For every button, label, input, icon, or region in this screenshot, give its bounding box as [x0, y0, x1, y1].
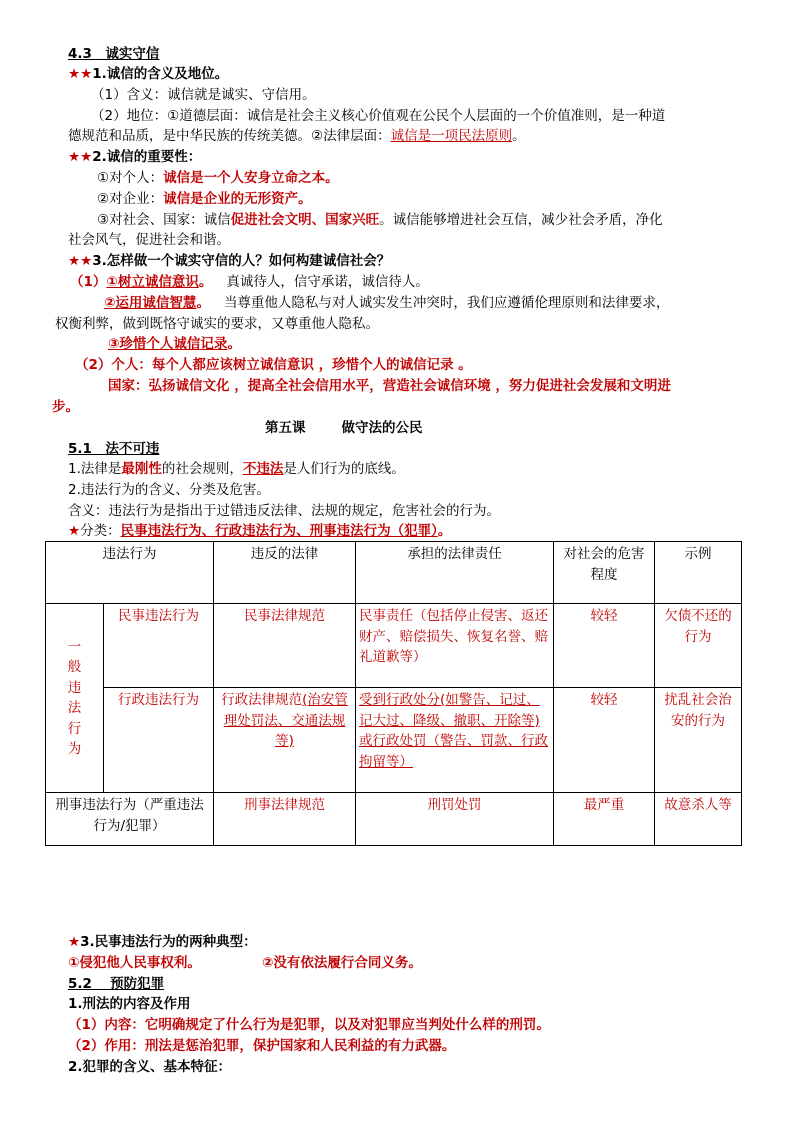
table-cell: 较轻 [554, 604, 655, 688]
definition-line: 含义：违法行为是指出于过错违反法律、法规的规定，危害社会的行为。 [68, 503, 500, 519]
criminal-law-heading: 1.刑法的内容及作用 [68, 996, 191, 1012]
table-cell: 受到行政处分(如警告、记过、记大过、降级、撤职、开除等)或行政处罚（警告、罚款、行政拘留等） [356, 688, 554, 793]
header-cell: 示例 [655, 542, 742, 604]
section-title-5-2: 5.2 预防犯罪 [68, 976, 165, 992]
heading-q2: ★★2.诚信的重要性： [68, 149, 202, 165]
law-line-2: 2.违法行为的含义、分类及危害。 [68, 482, 270, 498]
classification-line: ★分类：民事违法行为、行政违法行为、刑事违法行为（犯罪）。 [68, 523, 452, 539]
section-title-5-1: 5.1 法不可违 [68, 441, 160, 457]
importance-2: ②对企业：诚信是企业的无形资产。 [97, 191, 312, 207]
table-cell: 最严重 [554, 793, 655, 846]
table-cell: 行政法律规范(治安管理处罚法、交通法规等) [214, 688, 356, 793]
group-label: 一般违法行为 [46, 604, 104, 793]
national-line: 国家：弘扬诚信文化 ，提高全社会信用水平，营造社会诚信环境 ，努力促进社会发展和文明进 [108, 378, 671, 394]
header-cell: 对社会的危害程度 [554, 542, 655, 604]
heading-q1: ★★1.诚信的含义及地位。 [68, 66, 229, 82]
table-cell: 行政违法行为 [104, 688, 214, 793]
importance-3: ③对社会、国家：诚信促进社会文明、国家兴旺。诚信能够增进社会互信，减少社会矛盾，净化 [97, 212, 663, 228]
table-cell: 故意杀人等 [655, 793, 742, 846]
star-icon: ★★ [68, 66, 93, 82]
table-row [46, 604, 742, 688]
heading-q3: ★★3.怎样做一个诚实守信的人？如何构建诚信社会？ [68, 253, 391, 269]
meaning-line: （1）含义：诚信就是诚实、守信用。 [91, 87, 316, 103]
table-cell: 扰乱社会治安的行为 [655, 688, 742, 793]
civil-type-1: ①侵犯他人民事权利。 [68, 955, 201, 971]
table-cell: 刑罚处罚 [356, 793, 554, 846]
violations-table [45, 541, 742, 846]
star-icon: ★ [68, 934, 81, 950]
header-cell: 违反的法律 [214, 542, 356, 604]
status-line-a: （2）地位：①道德层面：诚信是社会主义核心价值观在公民个人层面的一个价值准则，是一种道 [91, 108, 666, 124]
way-2-cont: 权衡利弊，做到既恪守诚实的要求，又尊重他人隐私。 [55, 316, 379, 332]
table-cell: 民事法律规范 [214, 604, 356, 688]
table-cell: 民事责任（包括停止侵害、返还财产、赔偿损失、恢复名誉、赔礼道歉等） [356, 604, 554, 688]
heading-civil-types: ★3.民事违法行为的两种典型： [68, 934, 257, 950]
table-row [46, 688, 742, 793]
table-header-row [46, 542, 742, 604]
lesson-heading: 第五课 做守法的公民 [265, 420, 423, 436]
star-icon: ★★ [68, 149, 93, 165]
way-1: （1）①树立诚信意识。 真诚待人，信守承诺，诚信待人。 [70, 274, 429, 290]
star-icon: ★ [68, 523, 81, 539]
section-title-4-3: 4.3 诚实守信 [68, 46, 160, 62]
importance-1: ①对个人：诚信是一个人安身立命之本。 [97, 170, 339, 186]
table-cell: 欠债不还的行为 [655, 604, 742, 688]
table-cell: 刑事法律规范 [214, 793, 356, 846]
personal-line: （2）个人：每个人都应该树立诚信意识 ，珍惜个人的诚信记录 。 [75, 357, 472, 373]
national-line-cont: 步。 [52, 399, 79, 415]
header-cell: 违法行为 [46, 542, 214, 604]
table-cell: 较轻 [554, 688, 655, 793]
way-3: ③珍惜个人诚信记录。 [108, 336, 241, 352]
criminal-law-content: （1）内容：它明确规定了什么行为是犯罪，以及对犯罪应当判处什么样的刑罚。 [68, 1017, 550, 1033]
header-cell: 承担的法律责任 [356, 542, 554, 604]
table-cell: 民事违法行为 [104, 604, 214, 688]
table-cell: 刑事违法行为（严重违法行为/犯罪） [46, 793, 214, 846]
importance-3-cont: 社会风气，促进社会和谐。 [68, 232, 230, 248]
civil-type-2: ②没有依法履行合同义务。 [262, 955, 422, 971]
criminal-law-function: （2）作用：刑法是惩治犯罪，保护国家和人民利益的有力武器。 [68, 1038, 456, 1054]
status-line-b: 德规范和品质，是中华民族的传统美德。②法律层面：诚信是一项民法原则。 [68, 128, 526, 144]
law-line-1: 1.法律是最刚性的社会规则，不违法是人们行为的底线。 [68, 461, 405, 477]
star-icon: ★★ [68, 253, 93, 269]
way-2: ②运用诚信智慧。 当尊重他人隐私与对人诚实发生冲突时，我们应遵循伦理原则和法律要求， [104, 295, 670, 311]
table-row [46, 793, 742, 846]
crime-heading: 2.犯罪的含义、基本特征： [68, 1059, 232, 1075]
